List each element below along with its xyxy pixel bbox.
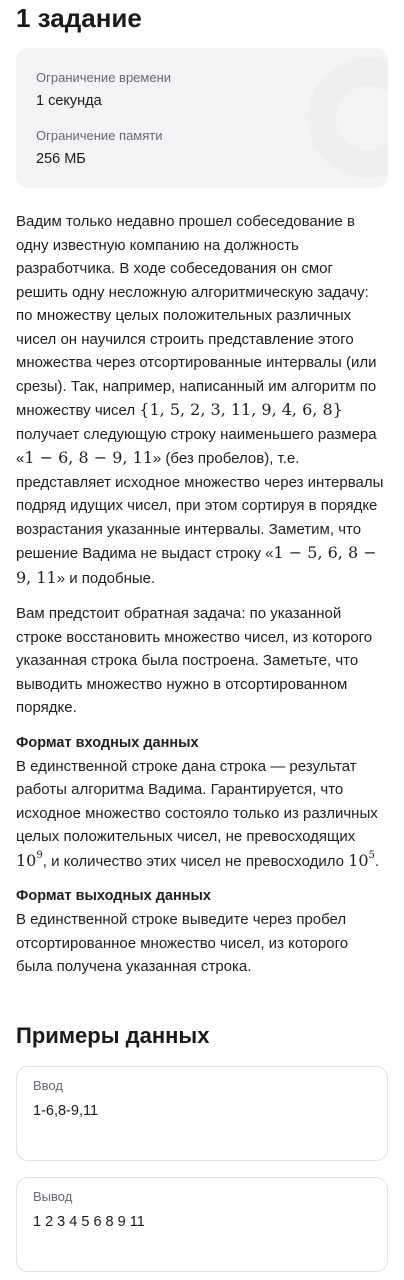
limit-2-base: 10 (348, 850, 369, 870)
output-format-heading: Формат выходных данных (16, 888, 211, 904)
legend-text-4: » и подобные. (56, 569, 156, 587)
sample-output-label: Вывод (33, 1188, 73, 1204)
legend-text-1: Вадим только недавно прошел собеседование в одну известную компанию на должность разработчика. В ходе собеседования он смог решить одну несложную алгоритмическую задачу: по множеству целых положительных различных чисел он научился строить представление этого множества через отсортированные интервалы (или срезы). Так, например, написанный им алгоритм по множеству чисел (16, 213, 377, 419)
time-limit-value: 1 секунда (36, 93, 102, 109)
time-limit-label: Ограничение времени (36, 70, 172, 85)
legend-text-2: получает следующую строку наименьшего размера « (16, 425, 377, 467)
legend-text-3: » (без пробелов), т.е. представляет исходное множество через интервалы подряд идущих чисел, при этом сортируя в порядке возрастания указанные интервалы. Заметим, что решение Вадима не выдаст строку « (16, 450, 384, 562)
sample-output-value[interactable]: 1 2 3 4 5 6 8 9 11 (33, 1213, 145, 1230)
limits-card (16, 48, 388, 188)
limit-1-base: 10 (16, 850, 37, 870)
math-string-wrong: 1 − 5, 6, 8 − 9, 11 (16, 543, 377, 587)
math-string-correct: 1 − 6, 8 − 9, 11 (24, 448, 153, 467)
sample-input-label: Ввод (33, 1077, 63, 1093)
memory-limit-label: Ограничение памяти (36, 128, 163, 143)
sample-input-box[interactable] (16, 1066, 388, 1161)
memory-limit-value: 256 МБ (36, 151, 86, 167)
input-text-2: , и количество этих чисел не превосходило (42, 852, 349, 870)
input-format-text (16, 755, 388, 874)
limit-1-exponent: 9 (36, 850, 43, 862)
problem-title: 1 задание (16, 3, 142, 33)
sample-input-value[interactable]: 1-6,8-9,11 (33, 1102, 99, 1119)
output-format-text: В единственной строке выведите через пробел отсортированное множество чисел, из которого была получена указанная строка. (16, 911, 349, 975)
input-text-3: . (374, 852, 380, 870)
legend-paragraph (16, 210, 388, 590)
problem-statement (16, 210, 388, 979)
input-text-1: В единственной строке дана строка — результат работы алгоритма Вадима. Гарантируется, что исходное множество состояло только из различных целых положительных чисел, не превосходящих (16, 757, 378, 845)
examples-title: Примеры данных (16, 1022, 210, 1048)
limit-2-exponent: 5 (368, 850, 375, 862)
math-set: {1, 5, 2, 3, 11, 9, 4, 6, 8} (139, 400, 343, 419)
sample-output-box[interactable] (16, 1177, 388, 1272)
math-limit-2 (348, 851, 375, 870)
math-limit-1 (16, 851, 43, 870)
input-format-heading: Формат входных данных (16, 734, 199, 751)
task-paragraph: Вам предстоит обратная задача: по указанной строке восстановить множество чисел, из которого указанная строка была построена. Заметьте, что выводить множество нужно в отсортированном порядке. (16, 605, 373, 716)
